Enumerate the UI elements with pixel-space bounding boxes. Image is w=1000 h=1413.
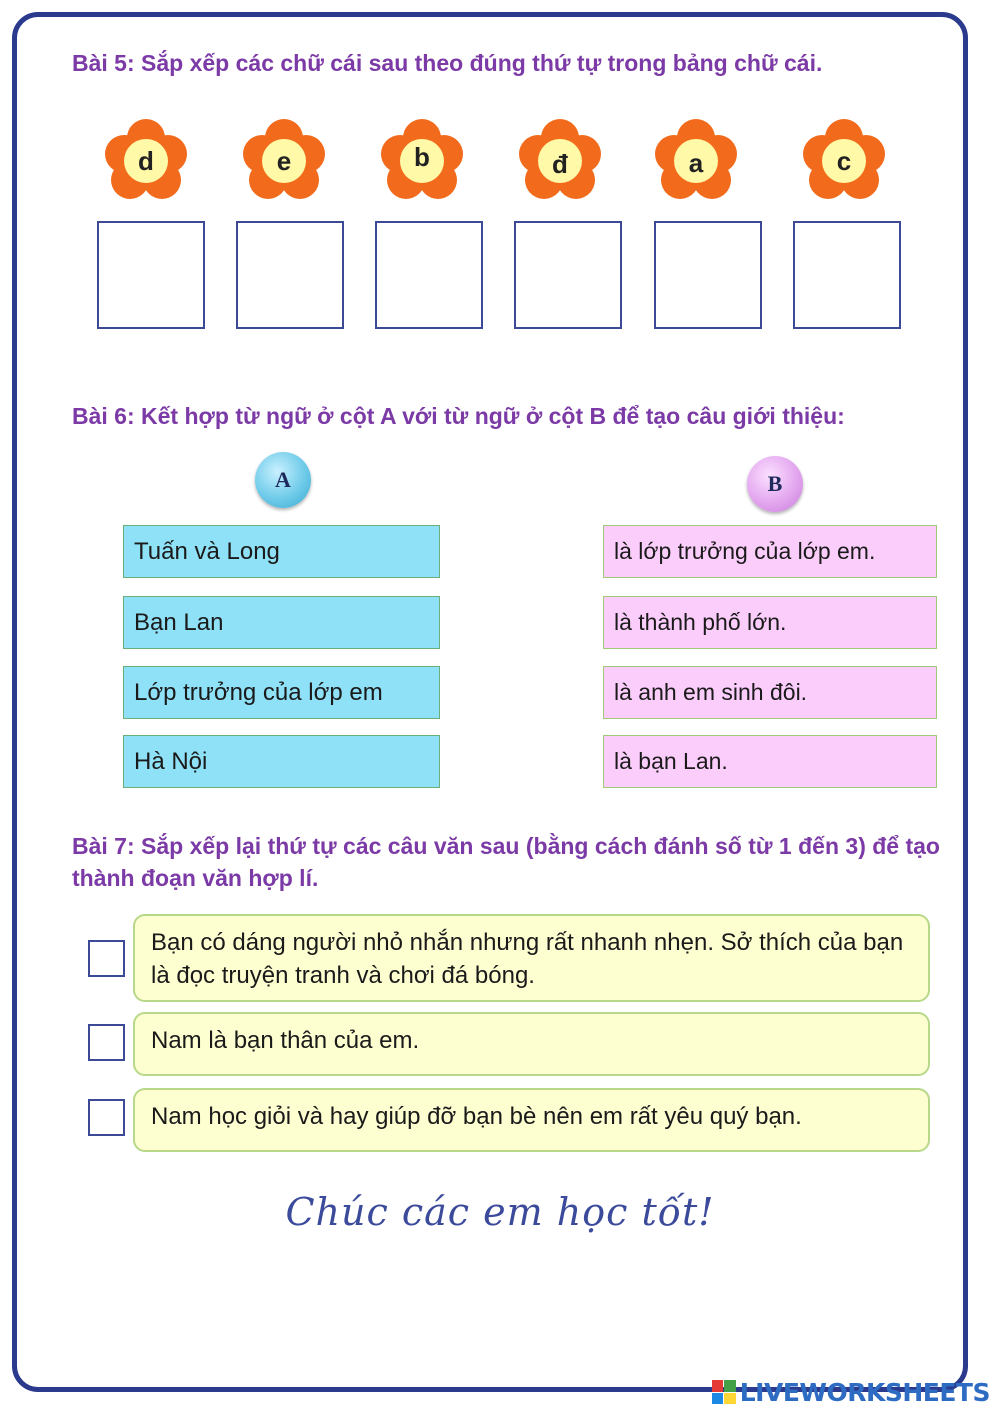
liveworksheets-brand [712, 1376, 990, 1408]
column-a-badge: A [255, 452, 311, 508]
answer-box-1[interactable] [97, 221, 205, 329]
exercise-5-title: Bài 5: Sắp xếp các chữ cái sau theo đúng thứ tự trong bảng chữ cái. [72, 50, 823, 76]
sentence-box: Nam học giỏi và hay giúp đỡ bạn bè nên em rất yêu quý bạn. [133, 1088, 930, 1152]
exercise-6-title: Bài 6: Kết hợp từ ngữ ở cột A với từ ngữ ở cột B để tạo câu giới thiệu: [72, 403, 845, 429]
flower-letter [798, 118, 890, 204]
order-input-3[interactable] [88, 1099, 125, 1136]
flower-letter-text: b [414, 141, 430, 172]
flower-letter [514, 118, 606, 204]
column-b-item[interactable]: là thành phố lớn. [603, 596, 937, 649]
brand-name: LIVEWORKSHEETS [739, 1377, 990, 1407]
flower-letter [650, 118, 742, 204]
column-a-item[interactable]: Hà Nội [123, 735, 440, 788]
answer-box-2[interactable] [236, 221, 344, 329]
column-a-item[interactable]: Lớp trưởng của lớp em [123, 666, 440, 719]
exercise-7-title: Bài 7: Sắp xếp lại thứ tự các câu văn sau (bằng cách đánh số từ 1 đến 3) để tạo thành đoạn văn hợp lí. [72, 833, 940, 891]
column-a-item[interactable]: Tuấn và Long [123, 525, 440, 578]
answer-box-5[interactable] [654, 221, 762, 329]
answer-box-6[interactable] [793, 221, 901, 329]
column-b-item[interactable]: là bạn Lan. [603, 735, 937, 788]
answer-box-3[interactable] [375, 221, 483, 329]
column-b-item[interactable]: là anh em sinh đôi. [603, 666, 937, 719]
column-b-item[interactable]: là lớp trưởng của lớp em. [603, 525, 937, 578]
column-a-item[interactable]: Bạn Lan [123, 596, 440, 649]
answer-box-4[interactable] [514, 221, 622, 329]
flower-letter [376, 118, 468, 204]
flower-letter-text: c [836, 145, 852, 176]
flower-letter-text: e [276, 145, 292, 176]
flower-letter-text: đ [552, 148, 568, 179]
liveworksheets-logo-icon [712, 1380, 736, 1404]
flower-letter [238, 118, 330, 204]
closing-message: Chúc các em học tốt! [285, 1190, 715, 1234]
sentence-box: Nam là bạn thân của em. [133, 1012, 930, 1076]
column-b-badge: B [747, 456, 803, 512]
order-input-1[interactable] [88, 940, 125, 977]
answer-boxes [97, 221, 903, 331]
flower-letter [100, 118, 192, 204]
sentence-box: Bạn có dáng người nhỏ nhắn nhưng rất nhanh nhẹn. Sở thích của bạn là đọc truyện tranh và chơi đá bóng. [133, 914, 930, 1002]
order-input-2[interactable] [88, 1024, 125, 1061]
flower-letter-text: a [688, 147, 704, 178]
flower-letter-text: d [138, 145, 154, 176]
letter-flowers [100, 118, 900, 208]
